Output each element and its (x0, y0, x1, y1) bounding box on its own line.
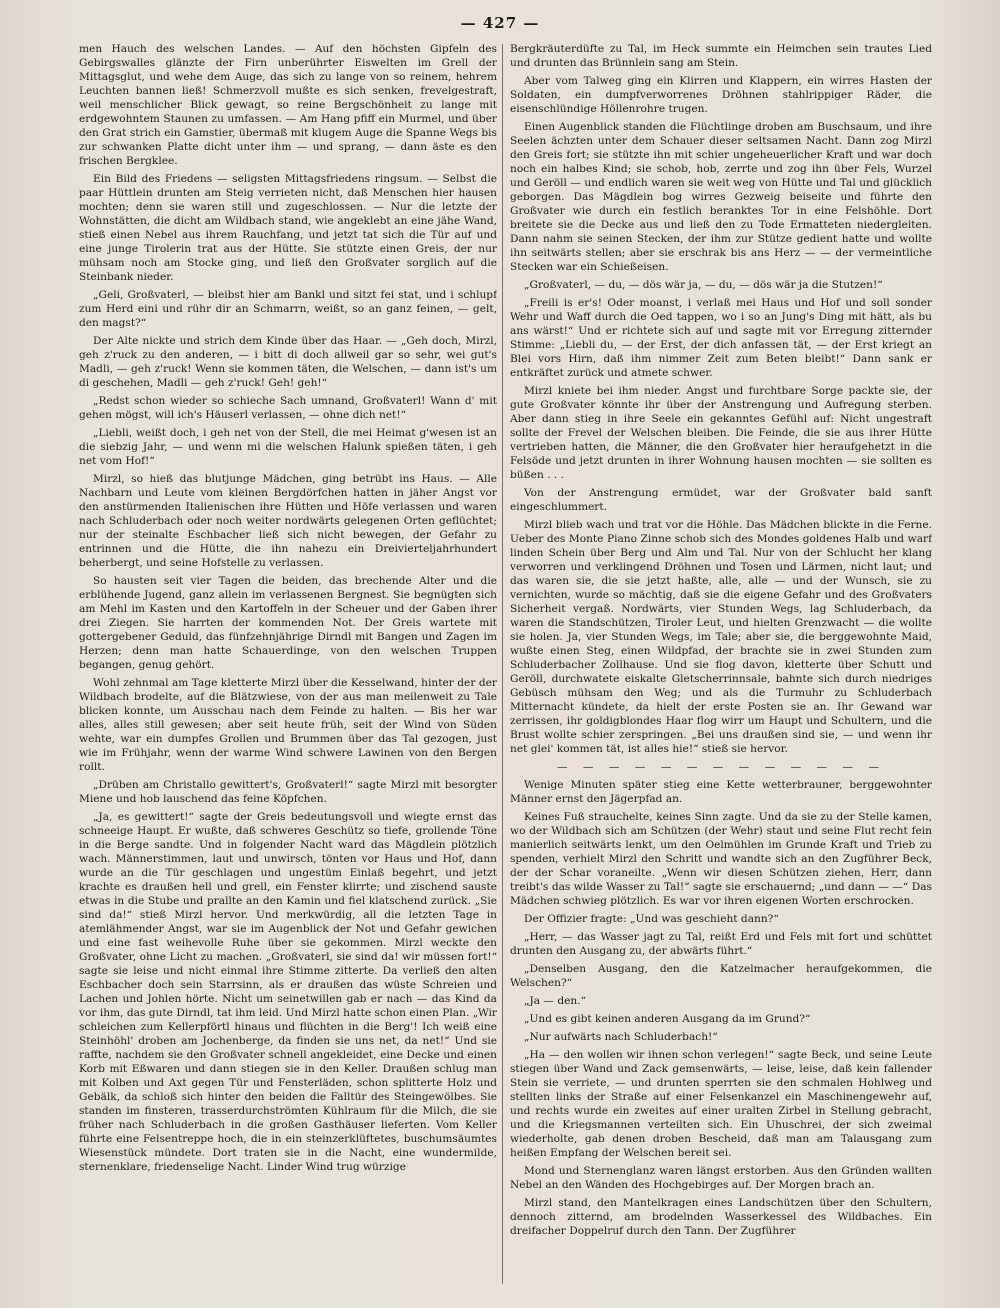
paragraph: „Redst schon wieder so schieche Sach umnand, Großvaterl! Wann d' mit gehen mögst, will ich's Häuserl verlassen, — ohne dich net!“ (79, 395, 497, 421)
paragraph: Einen Augenblick standen die Flüchtlinge droben am Buschsaum, und ihre Seelen ächzten unter dem Schauer dieser seltsamen Nacht. Dann zog Mirzl den Greis fort; sie stützte ihn mit schier ungeheuerlicher Kraft und war doch noch ein halbes Kind; sie schob, hob, zerrte und zog ihn über Fels, Wurzel und Geröll — und endlich waren sie weit weg von Hütte und Tal und glücklich geborgen. Das Mägdlein bog wirres Gezweig beiseite und führte den Großvater wie durch ein festlich beranktes Tor in eine Felshöhle. Dort breitete sie die Decke aus und ließ den zu Tode Ermatteten niedergleiten. Dann nahm sie seinen Stecken, der ihm zur Stütze gedient hatte und wollte ihn seitwärts stellen; aber sie erschrak bis ans Herz — — der vermeintliche Stecken war ein Schießeisen. (510, 121, 932, 273)
paragraph: Wohl zehnmal am Tage kletterte Mirzl über die Kesselwand, hinter der der Wildbach brodelte, auf die Blätzwiese, von der aus man meilenweit zu Tale blicken konnte, um Ausschau nach dem Feinde zu halten. — Bis her war alles, alles still gewesen; aber seit heute früh, seit der Wind von Süden wehte, war ein dumpfes Grollen und Brummen über das Tal gezogen, just wie im Frühjahr, wenn der warme Wind schwere Lawinen von den Bergen rollt. (79, 677, 497, 773)
paragraph: Mirzl, so hieß das blutjunge Mädchen, ging betrübt ins Haus. — Alle Nachbarn und Leute vom kleinen Bergdörfchen hatten in jäher Angst vor den anstürmenden Italienischen ihre Hütten und Höfe verlassen und waren nach Schluderbach oder noch weiter nordwärts gelegenen Orten geflüchtet; nur der steinalte Eschbacher ließ sich nicht bewegen, der Gefahr zu entrinnen und die Hütte, die ihn nahezu ein Dreivierteljahrhundert beherbergt, und seine Hofstelle zu verlassen. (79, 473, 497, 569)
paragraph: „Ja — den.“ (524, 995, 587, 1007)
paragraph: „Und es gibt keinen anderen Ausgang da im Grund?“ (524, 1013, 811, 1025)
paragraph: „Freili is er's! Oder moanst, i verlaß mei Haus und Hof und soll sonder Wehr und Waff durch die Oed tappen, wo i so an Jung's Ding mit hätt, als bu ans wärst!“ Und er richtete sich auf und sagte mit vor Erregung zitternder Stimme: „Liebli du, — der Erst, der dich anfassen tät, — der Erst kriegt an Blei vors Hirn, daß ihm nimmer Zeit zum Beten bleibt!“ Dann sank er entkräftet zurück und atmete schwer. (510, 297, 932, 379)
column-rule (502, 44, 503, 1284)
paragraph: Mirzl stand, den Mantelkragen eines Landschützen über den Schultern, dennoch zitternd, am brodelnden Wasserkessel des Wildbaches. Ein dreifacher Doppelruf durch den Tann. Der Zugführer (510, 1197, 932, 1237)
paragraph: Von der Anstrengung ermüdet, war der Großvater bald sanft eingeschlummert. (510, 487, 932, 513)
paragraph: „Großvaterl, — du, — dös wär ja, — du, — dös wär ja die Stutzen!“ (524, 279, 883, 291)
paragraph: men Hauch des welschen Landes. — Auf den höchsten Gipfeln des Gebirgswalles glänzte der Firn unberührter Eiswelten im Grell der Mittagsglut, und wehe dem Auge, das sich zu lange von so reinem, hehrem Leuchten bannen ließ! Schmerzvoll mußte es sich senken, frevelgestraft, weil menschlicher Blick gewagt, so reine Bergschönheit zu lange mit erdgewohntem Staunen zu umfassen. — Am Hang pfiff ein Murmel, und über den Grat strich ein Gamstier, übermaß mit klugem Auge die Spanne Wegs bis zur schwanken Platte dicht unter ihm — und sprang, — dann äste es den frischen Bergklee. (79, 43, 497, 167)
left-column (79, 42, 497, 1292)
paragraph: Mirzl kniete bei ihm nieder. Angst und furchtbare Sorge packte sie, der gute Großvater könnte ihr über der Anstrengung und Aufregung sterben. Aber dann stieg in ihre Seele ein gekanntes Gefühl auf: Nicht ungestraft sollte der Frevel der Welschen bleiben. Die Feinde, die sie aus ihrer Hütte vertrieben hatten, die Männer, die den Großvater hier heraufgehetzt in die Felsöde und jetzt drunten in ihrer Wohnung hausen mochten — sie sollten es büßen . . . (510, 385, 932, 481)
paragraph: „Nur aufwärts nach Schluderbach!“ (524, 1031, 718, 1043)
paragraph: Der Offizier fragte: „Und was geschieht dann?“ (524, 913, 779, 925)
paragraph: Keines Fuß strauchelte, keines Sinn zagte. Und da sie zu der Stelle kamen, wo der Wildbach sich am Schützen (der Wehr) staut und seine Flut recht fein manierlich seitwärts lenkt, um den Oelmühlen im Grunde Kraft und Trieb zu spenden, verhielt Mirzl den Schritt und wandte sich an den Zugführer Beck, der der Schar voraneilte. „Wenn wir diesen Schützen ziehen, Herr, dann treibt's das wilde Wasser zu Tal!“ sagte sie erschauernd; „und dann — —“ Das Mädchen schwieg plötzlich. Es war vor ihren eigenen Worten erschrocken. (510, 811, 932, 907)
paragraph: Ein Bild des Friedens — seligsten Mittagsfriedens ringsum. — Selbst die paar Hüttlein drunten am Steig verrieten nicht, daß Menschen hier hausen mochten; denn sie waren still und zugeschlossen. — Nur die letzte der Wohnstätten, die dicht am Wildbach stand, wie angeklebt an eine jähe Wand, stieß einen Nebel aus ihrem Rauchfang, und jetzt tat sich die Tür auf und eine junge Tirolerin trat aus der Hütte. Sie stützte einen Greis, der nur mühsam noch am Stocke ging, und ließ den Großvater sorglich auf die Steinbank nieder. (79, 173, 497, 283)
paragraph: „Ja, es gewittert!“ sagte der Greis bedeutungsvoll und wiegte ernst das schneeige Haupt. Er wußte, daß schweres Geschütz so tiefe, grollende Töne in die Berge sandte. Und in folgender Nacht ward das Mägdlein plötzlich wach. Männerstimmen, laut und unwirsch, tönten vor Haus und Hof, dann wurde an die Tür geschlagen und ungestüm Einlaß begehrt, und jetzt krachte es draußen hell und grell, ein Fenster klirrte; und zischend sauste etwas in die Stube und prallte an den Kamin und fiel klatschend zurück. „Sie sind da!“ stieß Mirzl hervor. Und merkwürdig, all die letzten Tage in atemlähmender Angst, war sie im Augenblick der Not und Gefahr gewichen und eine fast weihevolle Ruhe über sie gekommen. Mirzl weckte den Großvater, ohne Licht zu machen. „Großvaterl, sie sind da! wir müssen fort!“ sagte sie leise und nicht einmal ihre Stimme zitterte. Da verließ den alten Eschbacher doch sein Starrsinn, als er draußen das wüste Schreien und Lachen und Johlen hörte. Nicht um seinetwillen gab er nach — das Kind da vor ihm, das gute Dirndl, tat ihm leid. Und Mirzl hatte schon einen Plan. „Wir schleichen zum Kellerpförtl hinaus und flüchten in die Berg'! Ich weiß eine Steinhöhl' droben am Jochenberge, da finden sie uns net, da net!“ Und sie raffte, nachdem sie den Großvater schnell angekleidet, eine Decke und einen Korb mit Eßwaren und dann stiegen sie in den Keller. Draußen schlug man mit Kolben und Axt gegen Tür und Fensterläden, schon splitterte Holz und Gebälk, da schloß sich hinter den beiden die Falltür des Steingewölbes. Sie standen im finsteren, trasserdurchströmten Kühlraum für die Milch, die sie früher nach Schluderbach in die großen Gasthäuser lieferten. Vom Keller führte eine Felsentreppe hoch, die in ein steinzerklüftetes, buschumsäumtes Wiesenstück mündete. Dort traten sie in die Nacht, eine wundermilde, sternenklare, friedenselige Nacht. Linder Wind trug würzige (79, 811, 497, 1173)
paragraph: Mirzl blieb wach und trat vor die Höhle. Das Mädchen blickte in die Ferne. Ueber des Monte Piano Zinne schob sich des Mondes goldenes Halb und warf linden Schein über Berg und Alm und Tal. Nur von der Schlucht her klang verworren und verklingend Dröhnen und Tosen und Lärmen, nicht laut; und das waren sie, die sie jetzt haßte, alle, alle — und der Wunsch, sie zu vernichten, wurde so mächtig, daß sie die eigene Gefahr und des Großvaters Sicherheit vergaß. Nordwärts, vier Stunden Wegs, lag Schluderbach, da waren die Standschützen, Tiroler Leut, und hielten Grenzwacht — die wollte sie holen. Ja, vier Stunden Wegs, im Tale; aber sie, die berggewohnte Maid, wußte einen Steg, einen Wildpfad, der brachte sie in zwei Stunden zum Schluderbacher Zollhause. Und sie flog davon, kletterte über Schutt und Geröll, durchwatete eiskalte Gletscherrinnsale, bahnte sich durch niedriges Gebüsch mühsam den Weg; und als die Turmuhr zu Schluderbach Mitternacht kündete, da hielt der erste Posten sie an. Ihr Gewand war zerrissen, ihr goldigblondes Haar flog wirr um Haupt und Schultern, und die Brust wollte schier zerspringen. „Bei uns draußen sind sie, — und wenn ihr net glei' kommen tät, ist alles hie!“ stieß sie hervor. (510, 519, 932, 755)
paragraph: Wenige Minuten später stieg eine Kette wetterbrauner, berggewohnter Männer ernst den Jägerpfad an. (510, 779, 932, 805)
paragraph: „Drüben am Christallo gewittert's, Großvaterl!“ sagte Mirzl mit besorgter Miene und hob lauschend das feine Köpfchen. (79, 779, 497, 805)
paragraph: „Herr, — das Wasser jagt zu Tal, reißt Erd und Fels mit fort und schüttet drunten den Ausgang zu, der abwärts führt.“ (510, 931, 932, 957)
paragraph: So hausten seit vier Tagen die beiden, das brechende Alter und die erblühende Jugend, ganz allein im verlassenen Bergnest. Sie begnügten sich am Mehl im Kasten und den Kartoffeln in der Scheuer und der Gaben ihrer drei Ziegen. Sie harrten der kommenden Not. Der Greis wartete mit gottergebener Geduld, das fünfzehnjährige Dirndl mit Bangen und Zagen im Herzen; denn man hatte Schauerdinge, von den welschen Truppen begangen, genug gehört. (79, 575, 497, 671)
paragraph: „Ha — den wollen wir ihnen schon verlegen!“ sagte Beck, und seine Leute stiegen über Wand und Zack gemsenwärts, — leise, leise, daß kein fallender Stein sie verriete, — und drunten sperrten sie den schmalen Hohlweg und stellten links der Straße auf einer Felsenkanzel ein Maschinengewehr auf, und rechts wurde ein zweites auf einer uralten Zirbel in Stellung gebracht, und die Kriegsmannen verteilten sich. Ein Uhuschrei, der sich zweimal wiederholte, gab denen droben Bescheid, daß man am Talausgang zum heißen Empfang der Welschen bereit sei. (510, 1049, 932, 1159)
paragraph: „Liebli, weißt doch, i geh net von der Stell, die mei Heimat g'wesen ist an die siebzig Jahr, — und wenn mi die welschen Halunk spießen täten, i geh net vom Hof!“ (79, 427, 497, 467)
paragraph: Bergkräuterdüfte zu Tal, im Heck summte ein Heimchen sein trautes Lied und drunten das Brünnlein sang am Stein. (510, 43, 932, 69)
paragraph: „Geli, Großvaterl, — bleibst hier am Bankl und sitzt fei stat, und i schlupf zum Herd eini und rühr dir an Schmarrn, weißt, so an ganz feinen, — gelt, den magst?“ (79, 289, 497, 329)
section-separator: — — — — — — — — — — — — — (556, 761, 886, 773)
paragraph: Aber vom Talweg ging ein Klirren und Klappern, ein wirres Hasten der Soldaten, ein dumpfverworrenes Dröhnen stahlrippiger Räder, die eisenschlündige Höllenrohre trugen. (510, 75, 932, 115)
paragraph: Der Alte nickte und strich dem Kinde über das Haar. — „Geh doch, Mirzl, geh z'ruck zu den anderen, — i bitt di doch allweil gar so sehr, wei gut's Madli, — geh z'ruck! Wenn sie kommen täten, die Welschen, — dann ist's um di geschehen, Madli — geh z'ruck! Geh! geh!“ (79, 335, 497, 389)
paragraph: „Denselben Ausgang, den die Katzelmacher heraufgekommen, die Welschen?“ (510, 963, 932, 989)
page-number-value: 427 (482, 14, 518, 32)
page-number: — 427 — (460, 14, 540, 32)
right-column (510, 42, 932, 1292)
paragraph: Mond und Sternenglanz waren längst erstorben. Aus den Gründen wallten Nebel an den Wänden des Hochgebirges auf. Der Morgen brach an. (510, 1165, 932, 1191)
